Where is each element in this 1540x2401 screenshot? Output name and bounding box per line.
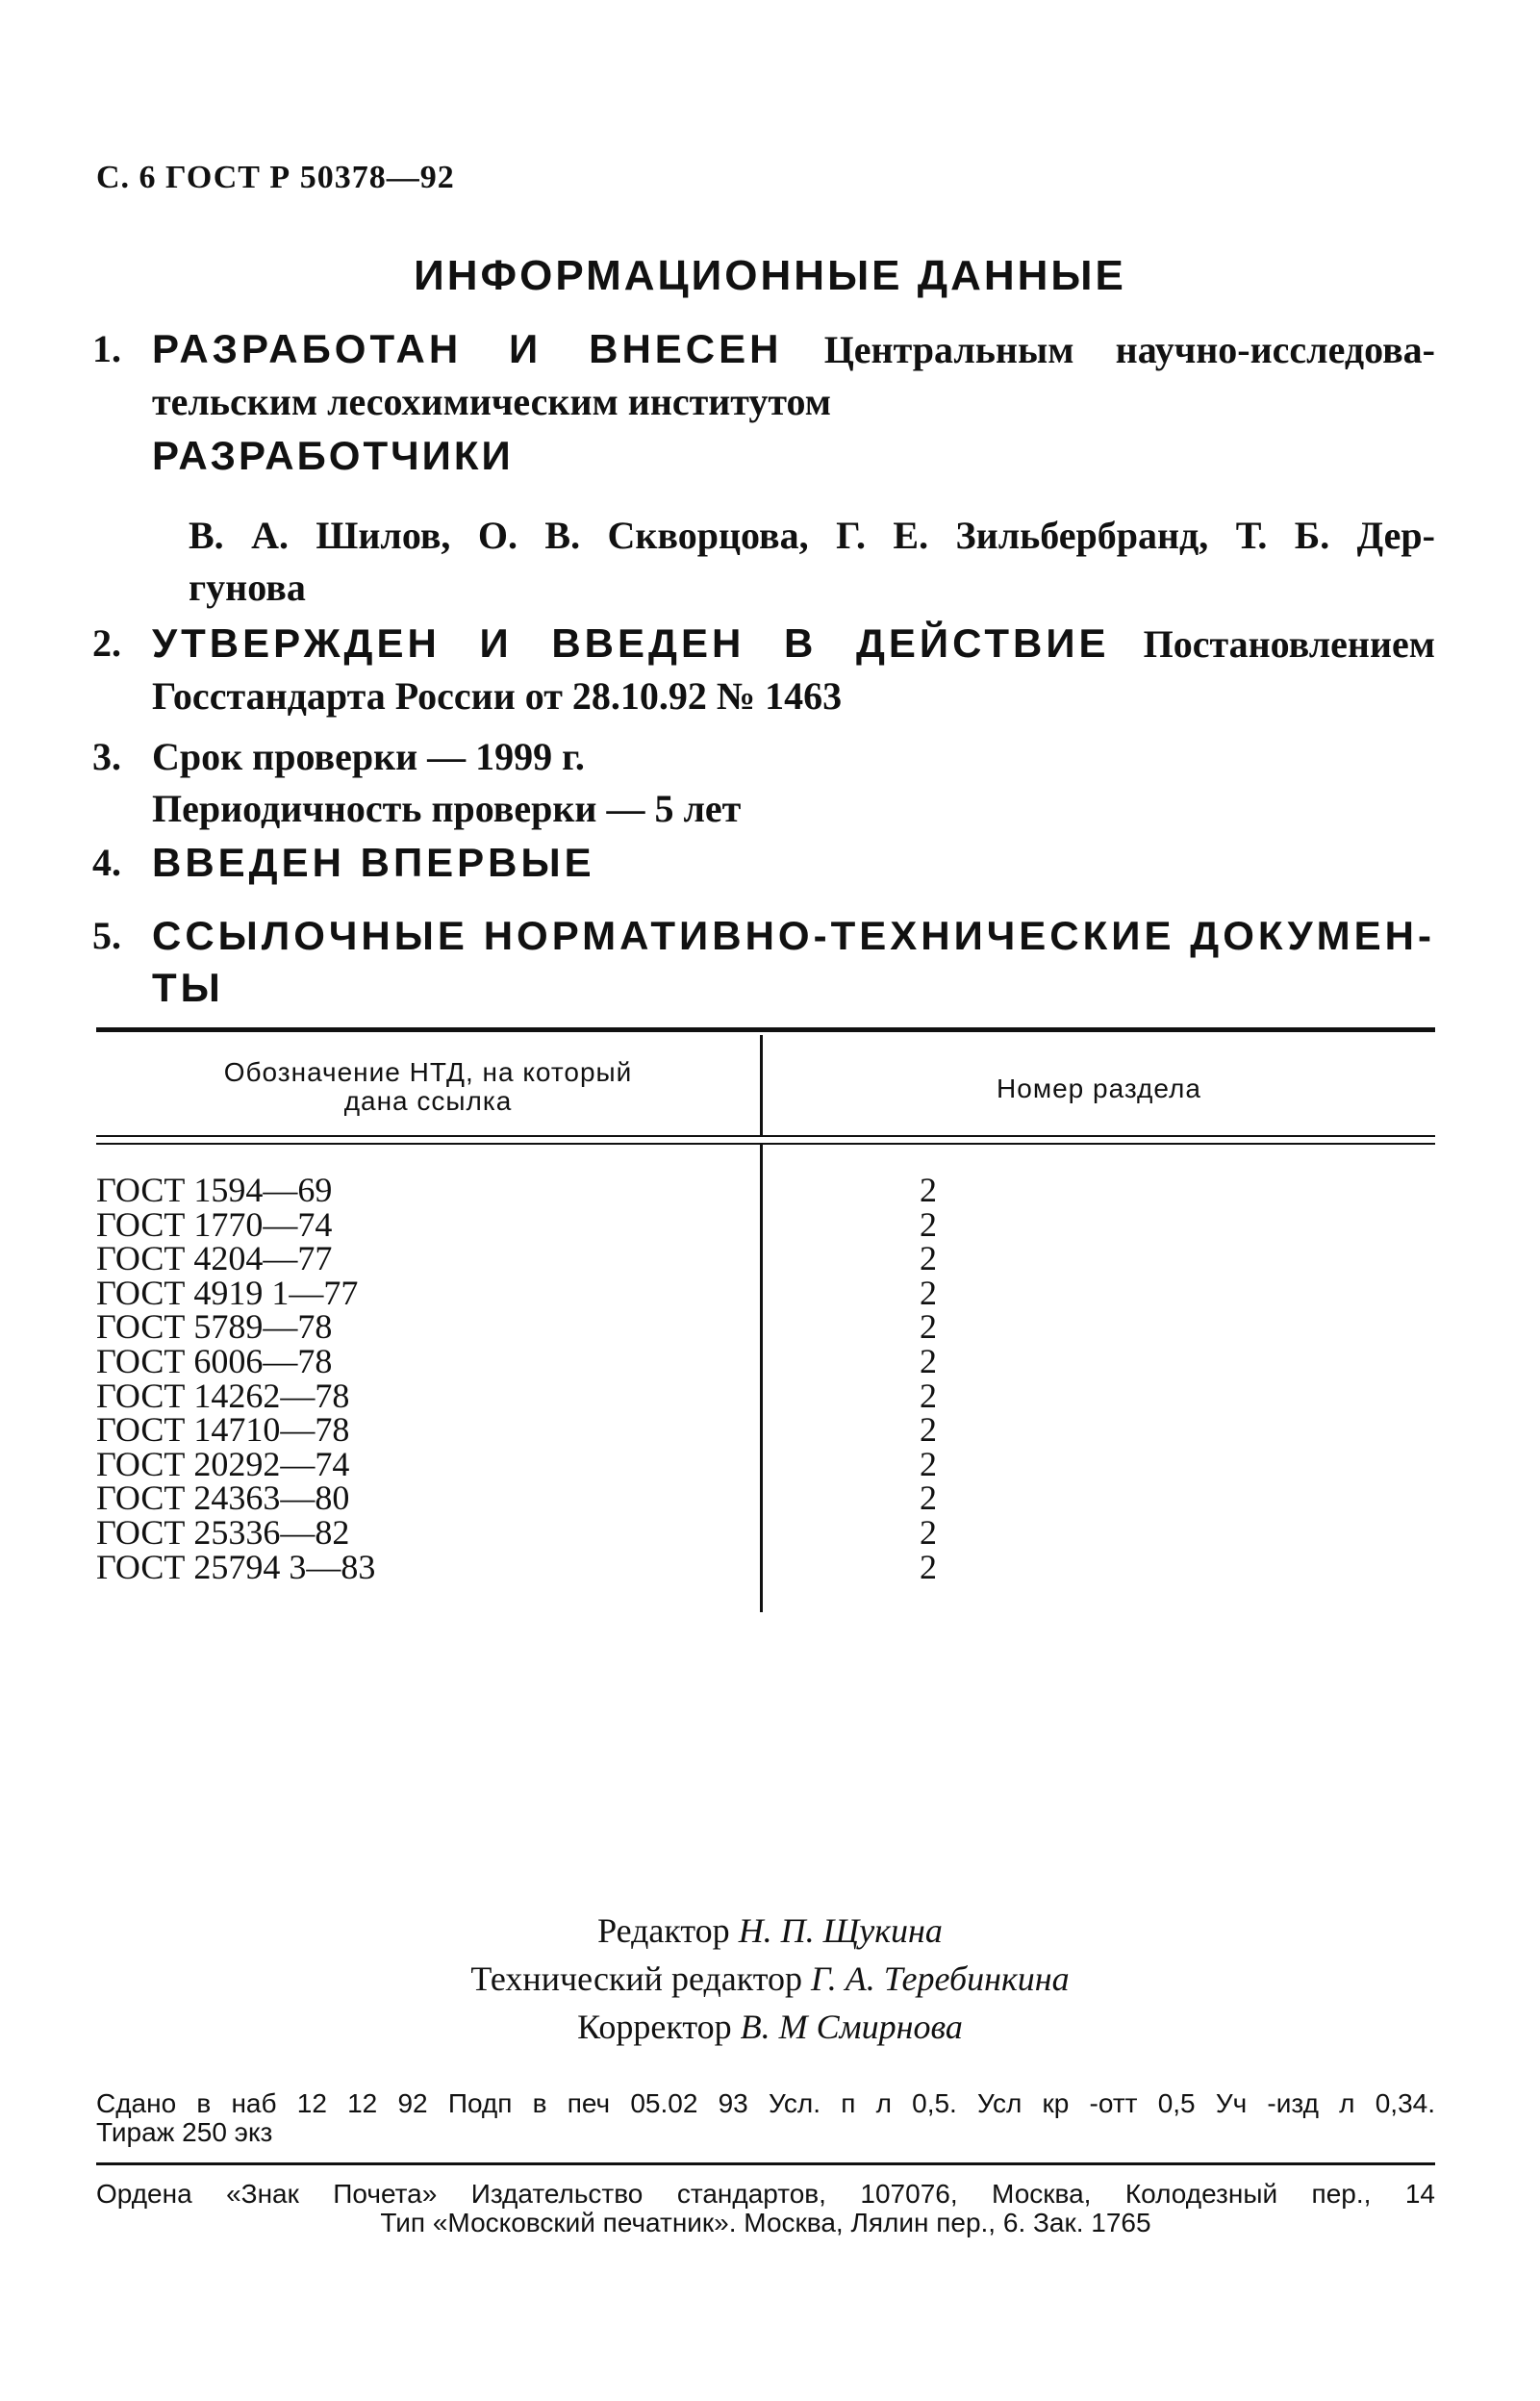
table-cell-section: 2 (920, 1512, 937, 1552)
table-body-divider (760, 1145, 763, 1612)
item-text-cont: тельским лесохимическим институтом (152, 380, 832, 423)
editor-line: Редактор Н. П. Щукина (597, 1911, 943, 1950)
table-row: ГОСТ 5789—78 (96, 1307, 333, 1347)
table-cell-section: 2 (920, 1341, 937, 1380)
tech-editor-name: Г. А. Теребинкина (811, 1959, 1070, 1998)
table-row: ГОСТ 14710—78 (96, 1410, 350, 1450)
imprint-line2: Тираж 250 экз (96, 2117, 273, 2147)
table-row: ГОСТ 4204—77 (96, 1239, 333, 1278)
developers-list (189, 510, 1435, 614)
table-header-rule-1 (96, 1135, 1435, 1137)
table-cell-section: 2 (920, 1444, 937, 1483)
table-row: ГОСТ 20292—74 (96, 1444, 350, 1483)
developers-heading: РАЗРАБОТЧИКИ (152, 433, 514, 478)
imprint (96, 2089, 1435, 2147)
item-number: 5. (92, 914, 121, 957)
item-1-line1 (152, 323, 1435, 376)
table-cell-section: 2 (920, 1273, 937, 1312)
review-term: Срок проверки — 1999 г. (152, 735, 585, 778)
table-cell-section: 2 (920, 1307, 937, 1347)
table-row: ГОСТ 24363—80 (96, 1479, 350, 1518)
item-lead-cont: ТЫ (152, 965, 224, 1010)
table-header-doc: Обозначение НТД, на который дана ссылка (223, 1057, 633, 1116)
item-lead: УТВЕРЖДЕН И ВВЕДЕН В ДЕЙСТВИЕ (152, 620, 1110, 666)
item-lead: ВВЕДЕН ВПЕРВЫЕ (152, 840, 595, 885)
table-cell-section: 2 (920, 1171, 937, 1209)
item-text: Постановлением (1143, 622, 1436, 666)
item-text: Центральным научно-исследова- (823, 328, 1435, 371)
table-row: ГОСТ 1770—74 (96, 1204, 333, 1244)
table-header-section: Номер раздела (997, 1074, 1201, 1103)
table-cell-section: 2 (920, 1376, 937, 1415)
corrector-line: Корректор В. М Смирнова (577, 2008, 963, 2046)
table-header-rule-2 (96, 1143, 1435, 1145)
table-row: ГОСТ 6006—78 (96, 1341, 333, 1380)
table-cell-section: 2 (920, 1239, 937, 1278)
item-number: 1. (92, 327, 121, 370)
publisher-line2: Тип «Московский печатник». Москва, Лялин пер., 6. Зак. 1765 (380, 2208, 1151, 2237)
table-row: ГОСТ 14262—78 (96, 1376, 350, 1415)
credits (0, 1907, 1540, 2051)
editor-name: Н. П. Щукина (738, 1911, 943, 1950)
table-cell-section: 2 (920, 1410, 937, 1450)
tech-editor-line: Технический редактор Г. А. Теребинкина (470, 1959, 1070, 1998)
table-row: ГОСТ 1594—69 (96, 1171, 333, 1209)
table-row: ГОСТ 4919 1—77 (96, 1273, 359, 1312)
developers-line2: гунова (189, 566, 306, 609)
table-row: ГОСТ 25336—82 (96, 1512, 350, 1552)
table-cell-section: 2 (920, 1547, 937, 1586)
table-section-column (914, 1171, 943, 1586)
table-doc-column (96, 1171, 577, 1586)
item-number: 3. (92, 735, 121, 778)
publisher-line1: Ордена «Знак Почета» Издательство стандартов, 107076, Москва, Колодезный пер., 14 (96, 2179, 1435, 2209)
developers-line1: В. А. Шилов, О. В. Скворцова, Г. Е. Зильбербранд, Т. Б. Дер- (189, 514, 1435, 557)
publisher (96, 2180, 1435, 2237)
item-text-cont: Госстандарта России от 28.10.92 № 1463 (152, 674, 843, 718)
corrector-name: В. М Смирнова (740, 2008, 963, 2046)
imprint-line1: Сдано в наб 12 12 92 Подп в печ 05.02 93 Усл. п л 0,5. Усл кр -отт 0,5 Уч -изд л 0,34. (96, 2088, 1435, 2118)
table-top-rule (96, 1027, 1435, 1032)
item-lead: ССЫЛОЧНЫЕ НОРМАТИВНО-ТЕХНИЧЕСКИЕ ДОКУМЕН- (152, 913, 1435, 958)
review-period: Периодичность проверки — 5 лет (152, 787, 742, 830)
item-number: 2. (92, 621, 121, 665)
item-lead: РАЗРАБОТАН И ВНЕСЕН (152, 326, 783, 371)
item-2-line1 (152, 618, 1435, 670)
item-number: 4. (92, 841, 121, 884)
page-title: ИНФОРМАЦИОННЫЕ ДАННЫЕ (414, 252, 1126, 299)
page-header: С. 6 ГОСТ Р 50378—92 (96, 160, 455, 195)
table-row: ГОСТ 25794 3—83 (96, 1547, 376, 1586)
imprint-rule (96, 2162, 1435, 2165)
table-cell-section: 2 (920, 1479, 937, 1518)
table-cell-section: 2 (920, 1204, 937, 1244)
